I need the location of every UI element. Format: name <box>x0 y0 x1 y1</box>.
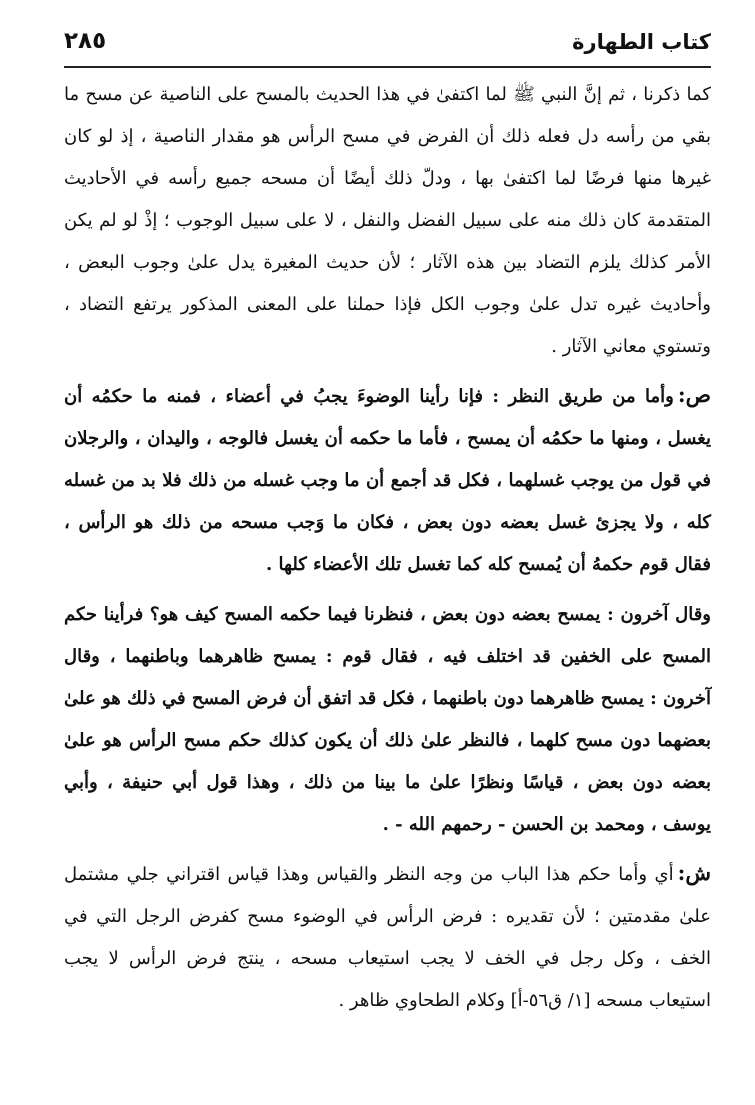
page-number: ٢٨٥ <box>64 28 107 54</box>
paragraph-text: وأما من طريق النظر : فإنا رأينا الوضوءَ يجبُ في أعضاء ، فمنه ما حكمُه أن يغسل ، ومنها ما حكمُه أن يمسح ، فأما ما حكمه أن يغسل فالوجه ، واليدان ، والرجلان في قول من يوجب غسلهما ، فكل قد أجمع أن ما وجب غسله من ذلك فلا بد من غسله كله ، ولا يجزئ غسل بعضه دون بعض ، فكان ما وَجب مسحه من ذلك هو الرأس ، فقال قوم حكمهُ أن يُمسح كله كما تغسل تلك الأعضاء كلها . <box>64 386 711 575</box>
paragraph-text-sad <box>64 374 711 586</box>
book-title: كتاب الطهارة <box>572 30 711 54</box>
paragraph-text: أي وأما حكم هذا الباب من وجه النظر والقياس وهذا قياس اقتراني جلي مشتمل علىٰ مقدمتين ؛ لأن تقديره : فرض الرأس في الوضوء مسح كفرض الرجل التي في الخف ، وكل رجل في الخف لا يجب استيعاب مسحه ، ينتج فرض الرأس لا يجب استيعاب مسحه [١/ ق٥٦-أ] وكلام الطحاوي ظاهر . <box>64 864 712 1011</box>
paragraph-text-continued: وقال آخرون : يمسح بعضه دون بعض ، فنظرنا فيما حكمه المسح كيف هو؟ فرأينا حكم المسح على الخفين قد اختلف فيه ، فقال قوم : يمسح ظاهرهما وباطنهما ، وقال آخرون : يمسح ظاهرهما دون باطنهما ، فكل قد اتفق أن فرض المسح في ذلك هو علىٰ بعضهما دون مسح كلهما ، فالنظر علىٰ ذلك أن يكون كذلك حكم مسح الرأس هو علىٰ بعضه دون بعض ، قياسًا ونظرًا علىٰ ما بينا من ذلك ، وهذا قول أبي حنيفة ، وأبي يوسف ، ومحمد بن الحسن - رحمهم الله - . <box>64 604 711 835</box>
page-header <box>64 28 711 62</box>
header-rule <box>64 66 711 68</box>
shin-marker: ش: <box>677 860 711 885</box>
paragraph-commentary-shin <box>64 852 711 1022</box>
page-body <box>64 74 711 1022</box>
paragraph-commentary-continued: كما ذكرنا ، ثم إنَّ النبي ﷺ لما اكتفىٰ في هذا الحديث بالمسح على الناصية عن مسح ما بقي من رأسه دل فعله ذلك أن الفرض في مسح الرأس هو مقدار الناصية ، إذ لو كان غيرها منها فرضًا لما اكتفىٰ بها ، ودلّ ذلك أيضًا أن مسحه جميع رأسه في الأحاديث المتقدمة كان ذلك منه على سبيل الفضل والنفل ، لا على سبيل الوجوب ؛ إذْ لو لم يكن الأمر كذلك يلزم التضاد بين هذه الآثار ؛ لأن حديث المغيرة يدل علىٰ وجوب البعض ، وأحاديث غيره تدل علىٰ وجوب الكل فإذا حملنا على المعنى المذكور يرتفع التضاد ، وتستوي معاني الآثار . <box>64 84 711 357</box>
sad-marker: ص: <box>677 382 711 407</box>
